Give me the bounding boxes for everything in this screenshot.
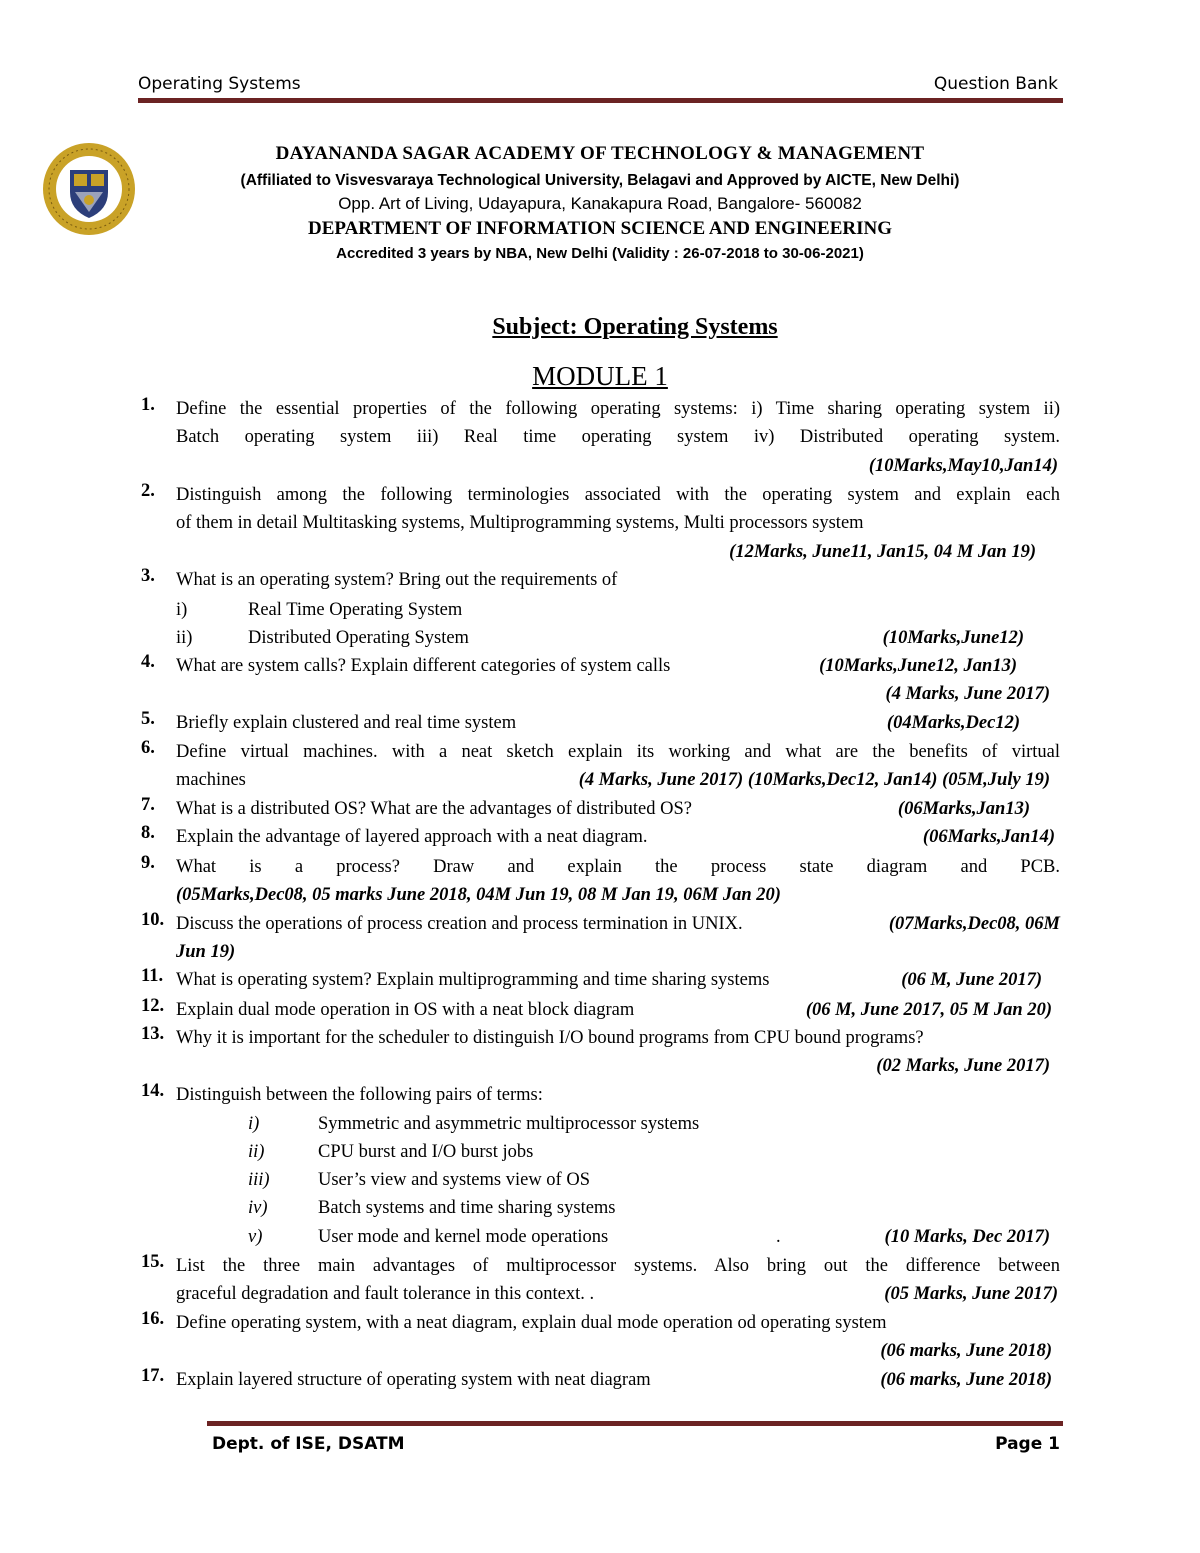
question-marks: (06 M, June 2017) — [901, 970, 1042, 990]
question-marks: (04Marks,Dec12) — [886, 713, 1020, 733]
sub-item-text: Real Time Operating System — [248, 600, 463, 620]
question-text: Define the essential properties of the following operating systems: i) Time sharing operating system ii) — [176, 399, 1060, 419]
question-number: 4. — [141, 652, 155, 672]
question-marks: (4 Marks, June 2017) (10Marks,Dec12, Jan14) (05M,July 19) — [578, 770, 1050, 790]
question-marks: (06 marks, June 2018) — [880, 1341, 1052, 1361]
question-marks: (10Marks,June12, Jan13) — [819, 656, 1017, 676]
module-title: MODULE 1 — [532, 361, 668, 391]
header-rule — [138, 98, 1063, 103]
question-number: 14. — [141, 1081, 165, 1101]
question-number: 9. — [141, 853, 155, 873]
question-text: List the three main advantages of multiprocessor systems. Also bring out the difference between — [176, 1256, 1060, 1276]
question-marks: (05Marks,Dec08, 05 marks June 2018, 04M Jun 19, 08 M Jan 19, 06M Jan 20) — [176, 885, 781, 905]
question-marks: Jun 19) — [176, 942, 236, 962]
question-number: 7. — [141, 795, 155, 815]
question-text: machines — [176, 770, 246, 790]
stray-dot: . — [776, 1227, 781, 1247]
question-text: What are system calls? Explain different categories of system calls — [176, 656, 671, 676]
question-text: Briefly explain clustered and real time system — [176, 713, 517, 733]
question-marks: (10Marks,June12) — [882, 628, 1024, 648]
sub-item-label: v) — [248, 1227, 263, 1247]
page-number: Page 1 — [995, 1434, 1060, 1454]
question-marks: (4 Marks, June 2017) — [885, 684, 1050, 704]
subject-title: Subject: Operating Systems — [492, 314, 778, 340]
sub-item-label: i) — [248, 1114, 260, 1134]
question-text: Batch operating system iii) Real time operating system iv) Distributed operating system. — [176, 427, 1060, 447]
question-text: graceful degradation and fault tolerance in this context. . — [176, 1284, 595, 1304]
question-number: 5. — [141, 709, 155, 729]
question-text: Discuss the operations of process creation and process termination in UNIX. — [176, 914, 743, 934]
question-number: 10. — [141, 910, 165, 930]
question-text: What is an operating system? Bring out the requirements of — [176, 570, 618, 590]
question-text: Why it is important for the scheduler to distinguish I/O bound programs from CPU bound programs? — [176, 1028, 924, 1048]
department-name: DEPARTMENT OF INFORMATION SCIENCE AND ENGINEERING — [308, 218, 892, 239]
institution-address: Opp. Art of Living, Udayapura, Kanakapura Road, Bangalore- 560082 — [338, 194, 862, 213]
footer-rule — [207, 1421, 1063, 1426]
question-number: 6. — [141, 738, 155, 758]
header-right: Question Bank — [933, 74, 1058, 94]
sub-item-text: Batch systems and time sharing systems — [318, 1198, 616, 1218]
accreditation: Accredited 3 years by NBA, New Delhi (Validity : 26-07-2018 to 30-06-2021) — [336, 245, 864, 262]
question-text: Distinguish among the following terminologies associated with the operating system and explain each — [176, 485, 1060, 505]
sub-item-label: iii) — [248, 1170, 270, 1190]
question-number: 16. — [141, 1309, 165, 1329]
question-number: 3. — [141, 566, 155, 586]
sub-item-label: iv) — [248, 1198, 268, 1218]
question-number: 13. — [141, 1024, 165, 1044]
question-text: of them in detail Multitasking systems, Multiprogramming systems, Multi processors system — [176, 513, 864, 533]
question-marks: (02 Marks, June 2017) — [876, 1056, 1050, 1076]
question-number: 1. — [141, 395, 155, 415]
footer-left: Dept. of ISE, DSATM — [212, 1434, 405, 1454]
question-text: What is operating system? Explain multiprogramming and time sharing systems — [176, 970, 770, 990]
question-number: 8. — [141, 823, 155, 843]
question-marks: (06 M, June 2017, 05 M Jan 20) — [805, 1000, 1052, 1020]
sub-item-label: ii) — [176, 628, 193, 648]
header-left: Operating Systems — [138, 74, 301, 94]
question-marks: (06Marks,Jan14) — [922, 827, 1055, 847]
question-number: 12. — [141, 996, 165, 1016]
question-text: What is a distributed OS? What are the advantages of distributed OS? — [176, 799, 692, 819]
question-marks: (10 Marks, Dec 2017) — [884, 1227, 1050, 1247]
question-marks: (07Marks,Dec08, 06M — [888, 914, 1060, 934]
college-crest-icon — [40, 140, 138, 238]
sub-item-text: User’s view and systems view of OS — [318, 1170, 590, 1190]
sub-item-label: ii) — [248, 1142, 265, 1162]
question-text: Distinguish between the following pairs of terms: — [176, 1085, 543, 1105]
question-marks: (06Marks,Jan13) — [897, 799, 1030, 819]
question-marks: (12Marks, June11, Jan15, 04 M Jan 19) — [729, 542, 1036, 562]
question-marks: (10Marks,May10,Jan14) — [868, 456, 1058, 476]
question-text: Explain layered structure of operating system with neat diagram — [176, 1370, 651, 1390]
question-marks: (05 Marks, June 2017) — [884, 1284, 1058, 1304]
question-number: 17. — [141, 1366, 165, 1386]
institution-affiliation: (Affiliated to Visvesvaraya Technological University, Belagavi and Approved by AICTE, New Delhi) — [240, 172, 960, 189]
question-text: Explain dual mode operation in OS with a neat block diagram — [176, 1000, 635, 1020]
question-number: 15. — [141, 1252, 165, 1272]
question-number: 11. — [141, 966, 164, 986]
sub-item-text: Distributed Operating System — [248, 628, 469, 648]
question-text: Define operating system, with a neat diagram, explain dual mode operation od operating system — [176, 1313, 887, 1333]
question-number: 2. — [141, 481, 155, 501]
question-text: Define virtual machines. with a neat sketch explain its working and what are the benefits of virtual — [176, 742, 1060, 762]
institution-name: DAYANANDA SAGAR ACADEMY OF TECHNOLOGY & MANAGEMENT — [275, 143, 925, 164]
question-text: What is a process? Draw and explain the process state diagram and PCB. — [176, 857, 1060, 877]
question-text: Explain the advantage of layered approach with a neat diagram. — [176, 827, 648, 847]
sub-item-text: User mode and kernel mode operations — [318, 1227, 609, 1247]
sub-item-text: Symmetric and asymmetric multiprocessor systems — [318, 1114, 700, 1134]
sub-item-label: i) — [176, 600, 188, 620]
sub-item-text: CPU burst and I/O burst jobs — [318, 1142, 534, 1162]
question-marks: (06 marks, June 2018) — [880, 1370, 1052, 1390]
